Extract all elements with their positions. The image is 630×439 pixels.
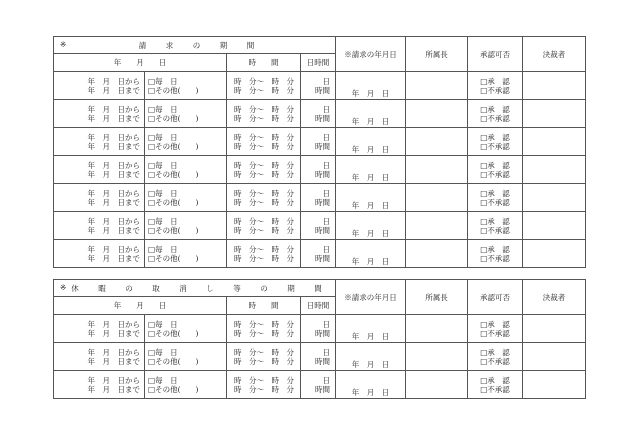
date-to-text: 年 月 日まで — [87, 197, 140, 207]
request-date-text: 年 月 日 — [351, 257, 390, 266]
chief-stamp-cell[interactable] — [406, 156, 468, 184]
approve-checkbox[interactable]: □承 認 — [480, 375, 510, 385]
approve-checkbox[interactable]: □承 認 — [480, 160, 510, 170]
duration-cell[interactable] — [301, 371, 336, 399]
hours-unit-text: 時間 — [315, 253, 330, 263]
time-column-header — [227, 297, 301, 315]
date-from-text: 年 月 日から — [87, 319, 140, 329]
reject-checkbox[interactable]: □不承認 — [480, 169, 510, 179]
decider-stamp-cell[interactable] — [523, 343, 586, 371]
date-from-text: 年 月 日から — [87, 160, 140, 170]
duration-cell[interactable] — [301, 72, 336, 100]
decider-stamp-cell[interactable] — [523, 315, 586, 343]
chief-stamp-cell[interactable] — [406, 100, 468, 128]
reject-checkbox[interactable]: □不承認 — [480, 113, 510, 123]
reject-checkbox[interactable]: □不承認 — [480, 328, 510, 338]
request-date-text: 年 月 日 — [351, 117, 390, 126]
daily-checkbox[interactable]: □毎 日 — [148, 160, 178, 170]
hours-unit-text: 時間 — [315, 197, 330, 207]
days-unit-text: 日 — [322, 132, 330, 142]
date-range-cell[interactable] — [54, 128, 145, 156]
date-to-text: 年 月 日まで — [87, 85, 140, 95]
cancel-period-table — [53, 279, 586, 399]
decider-header: 決裁者 — [523, 280, 586, 315]
date-from-text: 年 月 日から — [87, 76, 140, 86]
approval-cell — [468, 315, 523, 343]
time-range-text: 時 分～ 時 分 — [234, 104, 294, 114]
decider-stamp-cell[interactable] — [523, 371, 586, 399]
form-row — [54, 315, 586, 343]
cancel-period-title-cell — [54, 280, 336, 297]
date-from-text: 年 月 日から — [87, 347, 140, 357]
request-date-cell[interactable] — [336, 371, 406, 399]
daily-checkbox[interactable]: □毎 日 — [148, 104, 178, 114]
time-range-text: 時 分～ 時 分 — [234, 76, 294, 86]
time-range-cell[interactable] — [227, 128, 301, 156]
approval-cell — [468, 72, 523, 100]
unit-column-label: 日時間 — [306, 301, 330, 310]
approve-checkbox[interactable]: □承 認 — [480, 188, 510, 198]
other-checkbox[interactable]: □その他( ) — [148, 113, 199, 123]
request-date-cell[interactable] — [336, 212, 406, 240]
time-range-text: 時 分～ 時 分 — [234, 244, 294, 254]
date-to-text: 年 月 日まで — [87, 384, 140, 394]
days-unit-text: 日 — [322, 244, 330, 254]
request-date-text: 年 月 日 — [351, 229, 390, 238]
request-date-cell[interactable] — [336, 72, 406, 100]
approval-cell — [468, 240, 523, 268]
time-range-text: 時 分～ 時 分 — [234, 113, 294, 123]
time-range-text: 時 分～ 時 分 — [234, 216, 294, 226]
time-range-cell[interactable] — [227, 343, 301, 371]
chief-stamp-cell[interactable] — [406, 72, 468, 100]
unit-column-label: 日時間 — [306, 58, 330, 67]
approve-checkbox[interactable]: □承 認 — [480, 216, 510, 226]
date-from-text: 年 月 日から — [87, 188, 140, 198]
time-range-text: 時 分～ 時 分 — [234, 384, 294, 394]
date-column-header — [54, 54, 227, 72]
request-period-title-cell — [54, 37, 336, 54]
time-range-text: 時 分～ 時 分 — [234, 225, 294, 235]
reject-checkbox[interactable]: □不承認 — [480, 225, 510, 235]
days-unit-text: 日 — [322, 347, 330, 357]
time-range-text: 時 分～ 時 分 — [234, 347, 294, 357]
frequency-cell — [145, 371, 227, 399]
hours-unit-text: 時間 — [315, 85, 330, 95]
approve-checkbox[interactable]: □承 認 — [480, 319, 510, 329]
approval-cell — [468, 100, 523, 128]
approve-checkbox[interactable]: □承 認 — [480, 347, 510, 357]
approve-checkbox[interactable]: □承 認 — [480, 104, 510, 114]
form-row — [54, 343, 586, 371]
reject-checkbox[interactable]: □不承認 — [480, 253, 510, 263]
request-date-cell[interactable] — [336, 128, 406, 156]
days-unit-text: 日 — [322, 104, 330, 114]
request-mark: ※ — [60, 40, 67, 49]
request-date-cell[interactable] — [336, 156, 406, 184]
hours-unit-text: 時間 — [315, 225, 330, 235]
other-checkbox[interactable]: □その他( ) — [148, 85, 199, 95]
approval-cell — [468, 212, 523, 240]
days-unit-text: 日 — [322, 375, 330, 385]
date-to-text: 年 月 日まで — [87, 328, 140, 338]
request-date-text: 年 月 日 — [351, 360, 390, 369]
request-date-header: ※請求の年月日 — [336, 280, 406, 315]
time-range-cell[interactable] — [227, 315, 301, 343]
duration-cell[interactable] — [301, 184, 336, 212]
request-date-cell[interactable] — [336, 100, 406, 128]
time-range-text: 時 分～ 時 分 — [234, 132, 294, 142]
chief-stamp-cell[interactable] — [406, 212, 468, 240]
time-range-text: 時 分～ 時 分 — [234, 141, 294, 151]
time-range-cell[interactable] — [227, 240, 301, 268]
duration-cell[interactable] — [301, 315, 336, 343]
form-row — [54, 100, 586, 128]
frequency-cell — [145, 315, 227, 343]
chief-stamp-cell[interactable] — [406, 240, 468, 268]
duration-cell[interactable] — [301, 212, 336, 240]
daily-checkbox[interactable]: □毎 日 — [148, 188, 178, 198]
decider-stamp-cell[interactable] — [523, 156, 586, 184]
frequency-cell — [145, 212, 227, 240]
time-range-cell[interactable] — [227, 156, 301, 184]
time-range-text: 時 分～ 時 分 — [234, 319, 294, 329]
time-range-text: 時 分～ 時 分 — [234, 356, 294, 366]
chief-header: 所属長 — [406, 280, 468, 315]
other-checkbox[interactable]: □その他( ) — [148, 169, 199, 179]
unit-column-header — [301, 54, 336, 72]
chief-stamp-cell[interactable] — [406, 315, 468, 343]
date-range-cell[interactable] — [54, 100, 145, 128]
decider-header: 決裁者 — [523, 37, 586, 72]
decider-stamp-cell[interactable] — [523, 72, 586, 100]
unit-column-header — [301, 297, 336, 315]
hours-unit-text: 時間 — [315, 328, 330, 338]
frequency-cell — [145, 240, 227, 268]
duration-cell[interactable] — [301, 156, 336, 184]
date-range-cell[interactable] — [54, 315, 145, 343]
date-to-text: 年 月 日まで — [87, 356, 140, 366]
request-date-cell[interactable] — [336, 315, 406, 343]
approval-cell — [468, 184, 523, 212]
other-checkbox[interactable]: □その他( ) — [148, 253, 199, 263]
frequency-cell — [145, 156, 227, 184]
decider-stamp-cell[interactable] — [523, 100, 586, 128]
duration-cell[interactable] — [301, 128, 336, 156]
date-range-cell[interactable] — [54, 156, 145, 184]
date-range-cell[interactable] — [54, 72, 145, 100]
reject-checkbox[interactable]: □不承認 — [480, 141, 510, 151]
other-checkbox[interactable]: □その他( ) — [148, 141, 199, 151]
days-unit-text: 日 — [322, 188, 330, 198]
reject-checkbox[interactable]: □不承認 — [480, 85, 510, 95]
request-date-text: 年 月 日 — [351, 332, 390, 341]
days-unit-text: 日 — [322, 319, 330, 329]
request-period-table — [53, 36, 586, 268]
time-column-header — [227, 54, 301, 72]
request-date-text: 年 月 日 — [351, 388, 390, 397]
approve-checkbox[interactable]: □承 認 — [480, 132, 510, 142]
decider-stamp-cell[interactable] — [523, 240, 586, 268]
date-column-label: 年 月 日 — [113, 301, 167, 310]
request-date-text: 年 月 日 — [351, 89, 390, 98]
form-row — [54, 128, 586, 156]
date-range-cell[interactable] — [54, 343, 145, 371]
time-column-label: 時 間 — [248, 301, 279, 310]
frequency-cell — [145, 184, 227, 212]
approval-header: 承認可否 — [468, 280, 523, 315]
frequency-cell — [145, 128, 227, 156]
date-to-text: 年 月 日まで — [87, 141, 140, 151]
time-column-label: 時 間 — [248, 58, 279, 67]
chief-stamp-cell[interactable] — [406, 371, 468, 399]
chief-stamp-cell[interactable] — [406, 128, 468, 156]
approval-cell — [468, 343, 523, 371]
decider-stamp-cell[interactable] — [523, 128, 586, 156]
reject-checkbox[interactable]: □不承認 — [480, 384, 510, 394]
approve-checkbox[interactable]: □承 認 — [480, 76, 510, 86]
days-unit-text: 日 — [322, 160, 330, 170]
time-range-cell[interactable] — [227, 72, 301, 100]
frequency-cell — [145, 72, 227, 100]
request-date-header: ※請求の年月日 — [336, 37, 406, 72]
other-checkbox[interactable]: □その他( ) — [148, 328, 199, 338]
date-column-label: 年 月 日 — [113, 58, 167, 67]
duration-cell[interactable] — [301, 100, 336, 128]
time-range-text: 時 分～ 時 分 — [234, 197, 294, 207]
form-row — [54, 240, 586, 268]
date-range-cell[interactable] — [54, 371, 145, 399]
chief-stamp-cell[interactable] — [406, 343, 468, 371]
time-range-text: 時 分～ 時 分 — [234, 85, 294, 95]
daily-checkbox[interactable]: □毎 日 — [148, 375, 178, 385]
date-from-text: 年 月 日から — [87, 244, 140, 254]
date-column-header — [54, 297, 227, 315]
cancel-period-title: 休 暇 の 取 消 し 等 の 期 間 — [71, 283, 328, 293]
approval-cell — [468, 371, 523, 399]
time-range-text: 時 分～ 時 分 — [234, 375, 294, 385]
daily-checkbox[interactable]: □毎 日 — [148, 76, 178, 86]
days-unit-text: 日 — [322, 216, 330, 226]
chief-stamp-cell[interactable] — [406, 184, 468, 212]
reject-checkbox[interactable]: □不承認 — [480, 197, 510, 207]
approval-header: 承認可否 — [468, 37, 523, 72]
chief-header: 所属長 — [406, 37, 468, 72]
approval-cell — [468, 128, 523, 156]
request-date-cell[interactable] — [336, 343, 406, 371]
date-range-cell[interactable] — [54, 184, 145, 212]
time-range-text: 時 分～ 時 分 — [234, 253, 294, 263]
hours-unit-text: 時間 — [315, 356, 330, 366]
date-range-cell[interactable] — [54, 212, 145, 240]
hours-unit-text: 時間 — [315, 113, 330, 123]
time-range-cell[interactable] — [227, 184, 301, 212]
time-range-cell[interactable] — [227, 212, 301, 240]
form-row — [54, 371, 586, 399]
date-from-text: 年 月 日から — [87, 104, 140, 114]
form-row — [54, 184, 586, 212]
hours-unit-text: 時間 — [315, 141, 330, 151]
date-from-text: 年 月 日から — [87, 216, 140, 226]
time-range-cell[interactable] — [227, 371, 301, 399]
reject-checkbox[interactable]: □不承認 — [480, 356, 510, 366]
date-from-text: 年 月 日から — [87, 132, 140, 142]
request-date-cell[interactable] — [336, 240, 406, 268]
date-to-text: 年 月 日まで — [87, 253, 140, 263]
decider-stamp-cell[interactable] — [523, 184, 586, 212]
daily-checkbox[interactable]: □毎 日 — [148, 132, 178, 142]
frequency-cell — [145, 100, 227, 128]
other-checkbox[interactable]: □その他( ) — [148, 356, 199, 366]
other-checkbox[interactable]: □その他( ) — [148, 384, 199, 394]
request-period-title: 請 求 の 期 間 — [138, 40, 261, 50]
cancel-mark: ※ — [60, 283, 67, 292]
date-to-text: 年 月 日まで — [87, 113, 140, 123]
duration-cell[interactable] — [301, 343, 336, 371]
time-range-text: 時 分～ 時 分 — [234, 160, 294, 170]
frequency-cell — [145, 343, 227, 371]
time-range-text: 時 分～ 時 分 — [234, 328, 294, 338]
daily-checkbox[interactable]: □毎 日 — [148, 347, 178, 357]
decider-stamp-cell[interactable] — [523, 212, 586, 240]
date-from-text: 年 月 日から — [87, 375, 140, 385]
request-date-text: 年 月 日 — [351, 201, 390, 210]
approve-checkbox[interactable]: □承 認 — [480, 244, 510, 254]
date-to-text: 年 月 日まで — [87, 169, 140, 179]
request-date-cell[interactable] — [336, 184, 406, 212]
days-unit-text: 日 — [322, 76, 330, 86]
form-row — [54, 156, 586, 184]
time-range-cell[interactable] — [227, 100, 301, 128]
hours-unit-text: 時間 — [315, 384, 330, 394]
date-to-text: 年 月 日まで — [87, 225, 140, 235]
request-date-text: 年 月 日 — [351, 145, 390, 154]
duration-cell[interactable] — [301, 240, 336, 268]
hours-unit-text: 時間 — [315, 169, 330, 179]
other-checkbox[interactable]: □その他( ) — [148, 225, 199, 235]
date-range-cell[interactable] — [54, 240, 145, 268]
time-range-text: 時 分～ 時 分 — [234, 188, 294, 198]
form-row — [54, 72, 586, 100]
form-row — [54, 212, 586, 240]
time-range-text: 時 分～ 時 分 — [234, 169, 294, 179]
daily-checkbox[interactable]: □毎 日 — [148, 244, 178, 254]
approval-cell — [468, 156, 523, 184]
daily-checkbox[interactable]: □毎 日 — [148, 216, 178, 226]
request-date-text: 年 月 日 — [351, 173, 390, 182]
daily-checkbox[interactable]: □毎 日 — [148, 319, 178, 329]
other-checkbox[interactable]: □その他( ) — [148, 197, 199, 207]
